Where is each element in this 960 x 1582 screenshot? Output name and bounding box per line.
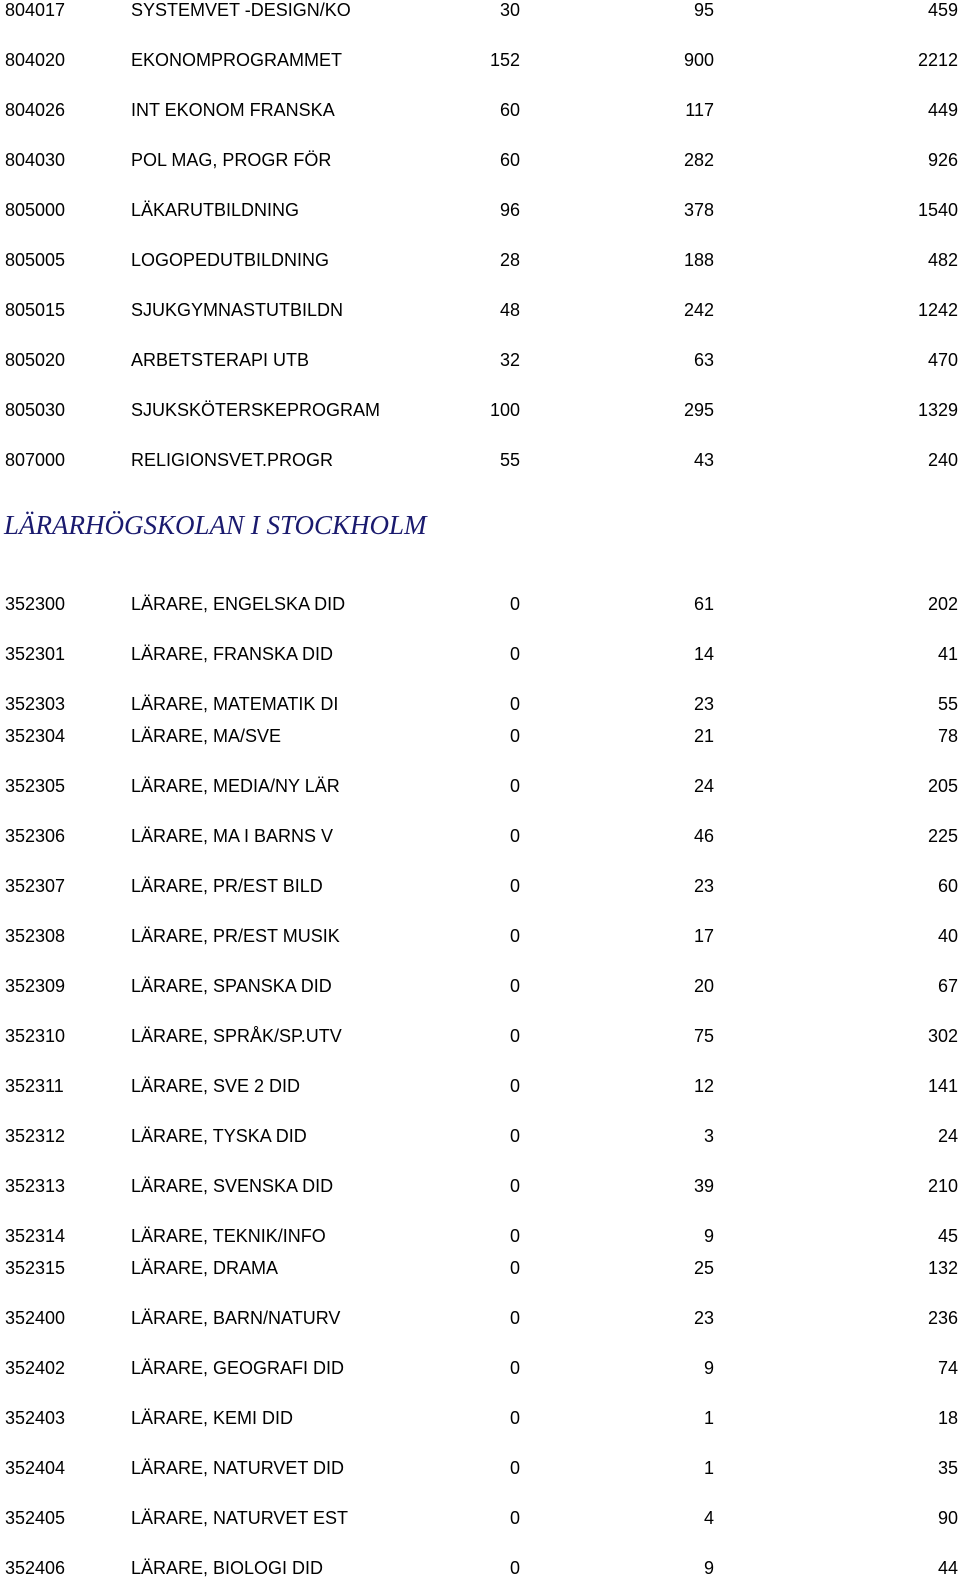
value-col-1: 0 xyxy=(509,1508,520,1528)
program-code: 804020 xyxy=(5,50,66,70)
program-name: LÄRARE, GEOGRAFI DID xyxy=(131,1358,345,1378)
value-col-1: 30 xyxy=(499,0,520,20)
value-col-3: 482 xyxy=(927,250,958,270)
table-row xyxy=(0,641,960,667)
program-name: SJUKSKÖTERSKEPROGRAM xyxy=(131,400,381,420)
table-row xyxy=(0,1505,960,1531)
value-col-2: 95 xyxy=(693,0,714,20)
value-col-1: 0 xyxy=(509,1126,520,1146)
value-col-1: 55 xyxy=(499,450,520,470)
value-col-1: 152 xyxy=(489,50,520,70)
program-code: 352400 xyxy=(5,1308,66,1328)
program-name: LÄRARE, TYSKA DID xyxy=(131,1126,307,1146)
program-code: 352300 xyxy=(5,594,66,614)
program-name: LÄKARUTBILDNING xyxy=(131,200,300,220)
value-col-2: 378 xyxy=(683,200,714,220)
table-row xyxy=(0,1355,960,1381)
value-col-1: 0 xyxy=(509,826,520,846)
value-col-3: 459 xyxy=(927,0,958,20)
value-col-1: 48 xyxy=(499,300,520,320)
program-name: LÄRARE, MA/SVE xyxy=(131,726,282,746)
value-col-1: 0 xyxy=(509,1308,520,1328)
table-row xyxy=(0,973,960,999)
value-col-1: 0 xyxy=(509,976,520,996)
value-col-2: 24 xyxy=(693,776,714,796)
program-code: 352402 xyxy=(5,1358,66,1378)
value-col-3: 24 xyxy=(937,1126,958,1146)
value-col-3: 74 xyxy=(937,1358,958,1378)
table-row xyxy=(0,1173,960,1199)
value-col-1: 0 xyxy=(509,726,520,746)
program-name: LÄRARE, SVE 2 DID xyxy=(131,1076,301,1096)
program-name: LÄRARE, PR/EST MUSIK xyxy=(131,926,340,946)
program-name: LÄRARE, NATURVET EST xyxy=(131,1508,349,1528)
value-col-1: 0 xyxy=(509,1226,520,1246)
table-row xyxy=(0,773,960,799)
program-name: LÄRARE, DRAMA xyxy=(131,1258,279,1278)
table-row xyxy=(0,1023,960,1049)
value-col-3: 236 xyxy=(927,1308,958,1328)
value-col-2: 21 xyxy=(693,726,714,746)
value-col-3: 449 xyxy=(927,100,958,120)
value-col-2: 295 xyxy=(683,400,714,420)
value-col-2: 9 xyxy=(703,1558,714,1578)
value-col-3: 40 xyxy=(937,926,958,946)
value-col-3: 205 xyxy=(927,776,958,796)
table-row xyxy=(0,1255,960,1281)
table-row xyxy=(0,1555,960,1581)
value-col-2: 23 xyxy=(693,1308,714,1328)
program-code: 352308 xyxy=(5,926,66,946)
value-col-2: 900 xyxy=(683,50,714,70)
value-col-2: 17 xyxy=(693,926,714,946)
program-code: 352313 xyxy=(5,1176,66,1196)
value-col-3: 2212 xyxy=(917,50,958,70)
program-code: 352406 xyxy=(5,1558,66,1578)
value-col-1: 0 xyxy=(509,1458,520,1478)
value-col-2: 14 xyxy=(693,644,714,664)
table-row xyxy=(0,1405,960,1431)
program-name: LÄRARE, BIOLOGI DID xyxy=(131,1558,324,1578)
program-name: LÄRARE, MA I BARNS V xyxy=(131,826,334,846)
program-code: 352303 xyxy=(5,694,66,714)
program-name: LÄRARE, SPANSKA DID xyxy=(131,976,332,996)
table-row xyxy=(0,297,960,323)
value-col-3: 1242 xyxy=(917,300,958,320)
program-name: LÄRARE, ENGELSKA DID xyxy=(131,594,346,614)
program-name: ARBETSTERAPI UTB xyxy=(131,350,310,370)
program-code: 352306 xyxy=(5,826,66,846)
value-col-3: 67 xyxy=(937,976,958,996)
table-row xyxy=(0,1305,960,1331)
value-col-1: 0 xyxy=(509,876,520,896)
value-col-2: 9 xyxy=(703,1358,714,1378)
value-col-2: 3 xyxy=(703,1126,714,1146)
program-code: 804026 xyxy=(5,100,66,120)
value-col-3: 210 xyxy=(927,1176,958,1196)
value-col-3: 18 xyxy=(937,1408,958,1428)
value-col-1: 28 xyxy=(499,250,520,270)
value-col-2: 46 xyxy=(693,826,714,846)
program-name: LÄRARE, SVENSKA DID xyxy=(131,1176,334,1196)
program-name: RELIGIONSVET.PROGR xyxy=(131,450,334,470)
table-row xyxy=(0,1123,960,1149)
program-name: LOGOPEDUTBILDNING xyxy=(131,250,330,270)
value-col-3: 926 xyxy=(927,150,958,170)
program-code: 352307 xyxy=(5,876,66,896)
program-name: LÄRARE, FRANSKA DID xyxy=(131,644,334,664)
value-col-3: 55 xyxy=(937,694,958,714)
value-col-3: 470 xyxy=(927,350,958,370)
program-code: 352309 xyxy=(5,976,66,996)
value-col-1: 32 xyxy=(499,350,520,370)
table-row xyxy=(0,923,960,949)
value-col-2: 20 xyxy=(693,976,714,996)
value-col-1: 100 xyxy=(489,400,520,420)
value-col-3: 302 xyxy=(927,1026,958,1046)
value-col-2: 43 xyxy=(693,450,714,470)
program-name: LÄRARE, NATURVET DID xyxy=(131,1458,345,1478)
value-col-3: 60 xyxy=(937,876,958,896)
program-code: 352305 xyxy=(5,776,66,796)
table-row xyxy=(0,447,960,473)
program-name: INT EKONOM FRANSKA xyxy=(131,100,335,120)
program-code: 352304 xyxy=(5,726,66,746)
table-row xyxy=(0,197,960,223)
program-name: LÄRARE, MATEMATIK DI xyxy=(131,694,339,714)
value-col-3: 225 xyxy=(927,826,958,846)
value-col-1: 0 xyxy=(509,1176,520,1196)
program-code: 805005 xyxy=(5,250,66,270)
value-col-2: 4 xyxy=(703,1508,714,1528)
program-code: 805030 xyxy=(5,400,66,420)
value-col-1: 0 xyxy=(509,776,520,796)
value-col-2: 188 xyxy=(683,250,714,270)
value-col-3: 1329 xyxy=(917,400,958,420)
table-row xyxy=(0,247,960,273)
value-col-2: 1 xyxy=(703,1458,714,1478)
table-row xyxy=(0,97,960,123)
value-col-3: 240 xyxy=(927,450,958,470)
program-code: 352311 xyxy=(5,1076,64,1096)
program-code: 804017 xyxy=(5,0,66,20)
value-col-1: 0 xyxy=(509,1358,520,1378)
program-code: 807000 xyxy=(5,450,66,470)
program-name: LÄRARE, KEMI DID xyxy=(131,1408,294,1428)
value-col-1: 0 xyxy=(509,926,520,946)
program-name: LÄRARE, TEKNIK/INFO xyxy=(131,1226,326,1246)
program-code: 352314 xyxy=(5,1226,66,1246)
value-col-2: 117 xyxy=(685,100,714,120)
value-col-2: 242 xyxy=(683,300,714,320)
program-code: 804030 xyxy=(5,150,66,170)
value-col-3: 35 xyxy=(937,1458,958,1478)
program-code: 352312 xyxy=(5,1126,66,1146)
value-col-3: 90 xyxy=(937,1508,958,1528)
program-name: LÄRARE, MEDIA/NY LÄR xyxy=(131,776,340,796)
value-col-1: 0 xyxy=(509,1408,520,1428)
value-col-2: 23 xyxy=(693,694,714,714)
program-code: 805020 xyxy=(5,350,66,370)
value-col-1: 0 xyxy=(509,1258,520,1278)
program-code: 352404 xyxy=(5,1458,66,1478)
value-col-3: 78 xyxy=(937,726,958,746)
value-col-1: 0 xyxy=(509,694,520,714)
value-col-3: 44 xyxy=(937,1558,958,1578)
value-col-2: 25 xyxy=(693,1258,714,1278)
table-row xyxy=(0,0,960,23)
value-col-1: 96 xyxy=(499,200,520,220)
table-row xyxy=(0,1455,960,1481)
value-col-1: 60 xyxy=(499,100,520,120)
value-col-3: 45 xyxy=(937,1226,958,1246)
value-col-1: 0 xyxy=(509,1558,520,1578)
table-row xyxy=(0,347,960,373)
value-col-1: 0 xyxy=(509,644,520,664)
program-code: 805000 xyxy=(5,200,66,220)
value-col-2: 61 xyxy=(693,594,714,614)
table-row xyxy=(0,873,960,899)
table-row xyxy=(0,691,960,717)
value-col-2: 39 xyxy=(693,1176,714,1196)
program-name: SYSTEMVET -DESIGN/KO xyxy=(131,0,351,20)
table-row xyxy=(0,147,960,173)
program-code: 352405 xyxy=(5,1508,66,1528)
value-col-2: 282 xyxy=(683,150,714,170)
table-row xyxy=(0,1223,960,1249)
value-col-2: 12 xyxy=(693,1076,714,1096)
value-col-3: 132 xyxy=(927,1258,958,1278)
value-col-3: 141 xyxy=(927,1076,958,1096)
value-col-3: 202 xyxy=(927,594,958,614)
value-col-2: 23 xyxy=(693,876,714,896)
program-code: 352310 xyxy=(5,1026,66,1046)
value-col-2: 75 xyxy=(693,1026,714,1046)
value-col-2: 1 xyxy=(703,1408,714,1428)
table-row xyxy=(0,591,960,617)
section-heading: LÄRARHÖGSKOLAN I STOCKHOLM xyxy=(4,510,427,540)
program-name: LÄRARE, PR/EST BILD xyxy=(131,876,323,896)
table-row xyxy=(0,723,960,749)
value-col-3: 41 xyxy=(937,644,958,664)
table-row xyxy=(0,47,960,73)
value-col-2: 9 xyxy=(703,1226,714,1246)
value-col-3: 1540 xyxy=(917,200,958,220)
value-col-2: 63 xyxy=(693,350,714,370)
program-code: 352315 xyxy=(5,1258,66,1278)
table-row xyxy=(0,397,960,423)
program-code: 352403 xyxy=(5,1408,66,1428)
program-name: SJUKGYMNASTUTBILDN xyxy=(131,300,344,320)
value-col-1: 0 xyxy=(509,1026,520,1046)
program-name: EKONOMPROGRAMMET xyxy=(131,50,343,70)
table-row xyxy=(0,1073,960,1099)
value-col-1: 60 xyxy=(499,150,520,170)
value-col-1: 0 xyxy=(509,594,520,614)
value-col-1: 0 xyxy=(509,1076,520,1096)
table-row xyxy=(0,823,960,849)
program-name: LÄRARE, BARN/NATURV xyxy=(131,1308,341,1328)
program-name: LÄRARE, SPRÅK/SP.UTV xyxy=(131,1026,342,1046)
program-name: POL MAG, PROGR FÖR xyxy=(131,150,332,170)
program-code: 352301 xyxy=(5,644,66,664)
program-code: 805015 xyxy=(5,300,66,320)
